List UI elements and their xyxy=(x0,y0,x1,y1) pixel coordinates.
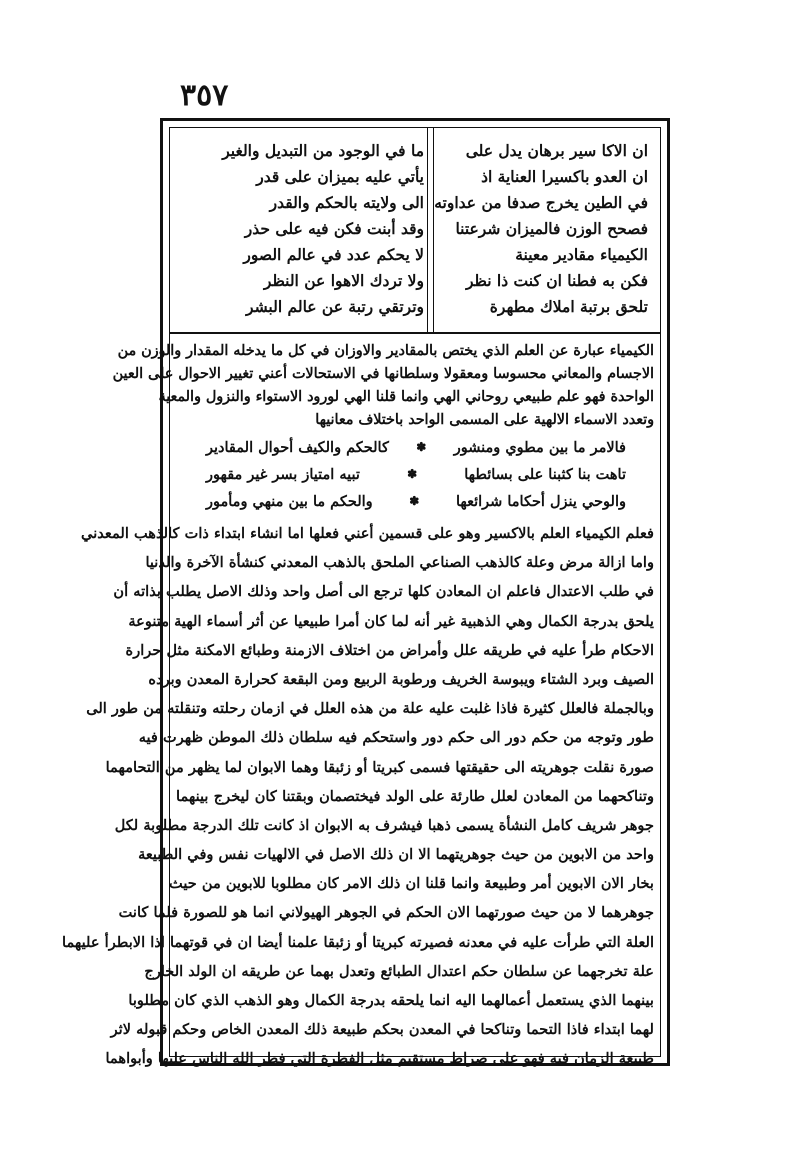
poem-line: في الطين يخرج صدفا من عداوته xyxy=(434,193,648,212)
star-separator-icon: ✽ xyxy=(409,494,420,508)
verse-right-hemistich: فالامر ما بين مطوي ومنشور xyxy=(453,439,626,456)
text-line: الواحدة فهو علم طبيعي روحاني الهي وانما قلنا الهي لورود الاستواء والنزول والمعية xyxy=(158,389,654,405)
page-frame xyxy=(62,118,670,1068)
poem-line: تلحق برتبة املاك مطهرة xyxy=(489,297,648,316)
text-line: لهما ابتداء فاذا التحما وتناكحا في المعدن بحكم طبيعة ذلك المعدن الخاص وحكم قبوله لاثر xyxy=(110,1021,654,1039)
text-line: فعلم الكيمياء العلم بالاكسير وهو على قسمين أعني فعلها اما انشاء ابتداء ذات كالذهب المعدني xyxy=(81,525,654,542)
poem-line: وقد أبنت فكن فيه على حذر xyxy=(244,219,424,238)
page-frame-inner xyxy=(62,127,661,1068)
verse-right-hemistich: والوحي ينزل أحكاما شرائعها xyxy=(456,493,626,510)
verse-left-hemistich: تبيه امتياز بسر غير مقهور xyxy=(206,466,360,483)
poem-line: الكيمياء مقادير معينة xyxy=(515,245,648,264)
text-line: واحد من الابوين من حيث جوهريتهما الا ان ذلك الاصل في الالهيات نفس وفي الطبيعة xyxy=(138,846,654,864)
poem-line: يأتي عليه بميزان على قدر xyxy=(256,167,424,186)
page-number: ٣٥٧ xyxy=(180,78,229,113)
poem-left-column xyxy=(218,138,424,320)
inline-verses xyxy=(176,434,654,515)
prose-body xyxy=(62,340,654,1074)
poem-line: ان العدو باكسيرا العناية اذ xyxy=(481,167,648,186)
poem-line: الى ولايته بالحكم والقدر xyxy=(269,193,424,212)
poem-line: ان الاكا سير برهان يدل على xyxy=(465,141,648,160)
text-line: وتعدد الاسماء الالهية على المسمى الواحد باختلاف معانيها xyxy=(315,412,654,428)
text-line: علة تخرجهما عن سلطان حكم اعتدال الطبائع وتعدل بهما عن طريقه ان الولد الخارج xyxy=(144,962,654,980)
poem-column-divider-second xyxy=(433,128,434,332)
poem-block xyxy=(170,128,660,334)
text-line: بينهما الذي يستعمل أعمالهما اليه انما يلحقه بدرجة الكمال وهو الذهب الذي كان مطلوبا xyxy=(128,992,654,1009)
prose-top xyxy=(112,340,654,432)
poem-line: فكن به فطنا ان كنت ذا نظر xyxy=(465,271,648,290)
poem-column-divider xyxy=(427,128,428,332)
verse-line xyxy=(176,488,654,515)
text-line: طبيعة الزمان فيه فهو على صراط مستقيم مثل الفطرة التي فطر الله الناس عليها وأبواهما xyxy=(105,1050,654,1068)
text-line: بخار الان الابوين أمر وطبيعة وانما قلنا ان ذلك الامر كان مطلوبا للابوين من حيث xyxy=(169,875,654,893)
poem-line: وترتقي رتبة عن عالم البشر xyxy=(246,297,424,316)
text-line: جوهرهما لا من حيث صورتهما الان الحكم في الجوهر الهيولاني انما هو للصورة فلما كانت xyxy=(118,904,654,922)
poem-line: لا يحكم عدد في عالم الصور xyxy=(243,245,424,264)
text-line: في طلب الاعتدال فاعلم ان المعادن كلها ترجع الى أصل واحد وذلك الاصل يطلب بذاته أن xyxy=(113,583,654,601)
text-line: جوهر شريف كامل النشأة يسمى ذهبا فيشرف به الابوان اذ كانت تلك الدرجة مطلوبة لكل xyxy=(114,816,654,834)
text-line: الكيمياء عبارة عن العلم الذي يختص بالمقادير والاوزان في كل ما يدخله المقدار والوزن من xyxy=(117,343,654,359)
text-line: الاحكام طرأ عليه في طريقه علل وأمراض من اختلاف الازمنة وطبائع الامكنة مثل حرارة xyxy=(125,641,654,659)
poem-line: فصحح الوزن فالميزان شرعتنا xyxy=(455,219,648,238)
text-line: العلة التي طرأت عليه في معدنه فصيرته كبريتا أو زئبقا علمنا أيضا ان في قوتهما اذا الابطرأ عليهما xyxy=(62,933,654,951)
verse-left-hemistich: والحكم ما بين منهي ومأمور xyxy=(206,493,373,510)
text-line: يلحق بدرجة الكمال وهي الذهبية غير أنه لما كان أمرا طبيعيا عن أثر أسماء الهية متنوعة xyxy=(128,612,654,630)
text-line: واما ازالة مرض وعلة كالذهب الصناعي الملحق بالذهب المعدني كنشأة الآخرة والدنيا xyxy=(145,554,654,572)
poem-right-column xyxy=(434,138,648,320)
verse-line xyxy=(176,461,654,488)
text-line: طور وتوجه من حكم دور الى حكم دور واستحكم فيه سلطان ذلك الموطن ظهرت فيه xyxy=(138,729,654,747)
text-line: الصيف وبرد الشتاء ويبوسة الخريف ورطوبة الربيع ومن البقعة كحرارة المعدن وبرده xyxy=(148,670,654,688)
star-separator-icon: ✽ xyxy=(416,440,427,454)
text-line: وبالجملة فالعلل كثيرة فاذا غلبت عليه علة من هذه العلل في ازمان رحلته وتنقلته من طور الى xyxy=(86,700,654,718)
poem-line: ولا تردك الاهوا عن النظر xyxy=(263,271,424,290)
text-line: الاجسام والمعاني محسوسا ومعقولا وسلطانها في الاستحالات أعني تغيير الاحوال على العين xyxy=(112,366,654,382)
text-line: وتناكحهما من المعادن لعلل طارئة على الولد فيختصمان وبقتنا كان ليخرج بينهما xyxy=(176,787,654,805)
verse-right-hemistich: تاهت بنا كثبنا على بسائطها xyxy=(464,466,626,483)
verse-line xyxy=(176,434,654,461)
text-line: صورة نقلت جوهريته الى حقيقتها فسمى كبريتا أو زئبقا وهما الابوان لما يظهر من التحامهما xyxy=(105,758,654,776)
poem-line: ما في الوجود من التبديل والغير xyxy=(222,141,424,160)
prose-bottom xyxy=(62,519,654,1074)
verse-left-hemistich: كالحكم والكيف أحوال المقادير xyxy=(206,439,389,456)
star-separator-icon: ✽ xyxy=(407,467,418,481)
